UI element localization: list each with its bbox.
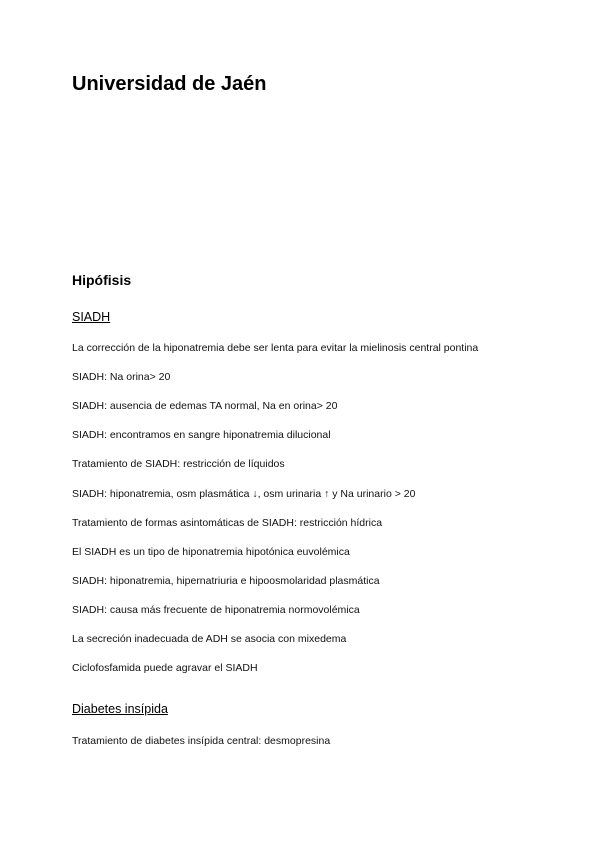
list-item: Tratamiento de SIADH: restricción de líquidos bbox=[72, 458, 285, 470]
list-item: SIADH: hiponatremia, hipernatriuria e hipoosmolaridad plasmática bbox=[72, 575, 380, 587]
section-heading-hipofisis: Hipófisis bbox=[72, 272, 132, 288]
list-item: SIADH: hiponatremia, osm plasmática ↓, osm urinaria ↑ y Na urinario > 20 bbox=[72, 488, 416, 500]
list-item: SIADH: encontramos en sangre hiponatremia dilucional bbox=[72, 429, 331, 441]
list-item: La corrección de la hiponatremia debe ser lenta para evitar la mielinosis central pontina bbox=[72, 342, 479, 354]
list-item: El SIADH es un tipo de hiponatremia hipotónica euvolémica bbox=[72, 546, 350, 558]
subheading-siadh: SIADH bbox=[72, 310, 111, 324]
list-item: La secreción inadecuada de ADH se asocia con mixedema bbox=[72, 633, 347, 645]
list-item: SIADH: ausencia de edemas TA normal, Na en orina> 20 bbox=[72, 400, 338, 412]
list-item: SIADH: causa más frecuente de hiponatremia normovolémica bbox=[72, 604, 360, 616]
document-title: Universidad de Jaén bbox=[72, 73, 267, 95]
subheading-diabetes-insipida: Diabetes insípida bbox=[72, 702, 168, 716]
list-item: Tratamiento de diabetes insípida central: desmopresina bbox=[72, 735, 331, 747]
list-item: Tratamiento de formas asintomáticas de SIADH: restricción hídrica bbox=[72, 517, 383, 529]
list-item: Ciclofosfamida puede agravar el SIADH bbox=[72, 662, 258, 674]
list-item: SIADH: Na orina> 20 bbox=[72, 371, 171, 383]
